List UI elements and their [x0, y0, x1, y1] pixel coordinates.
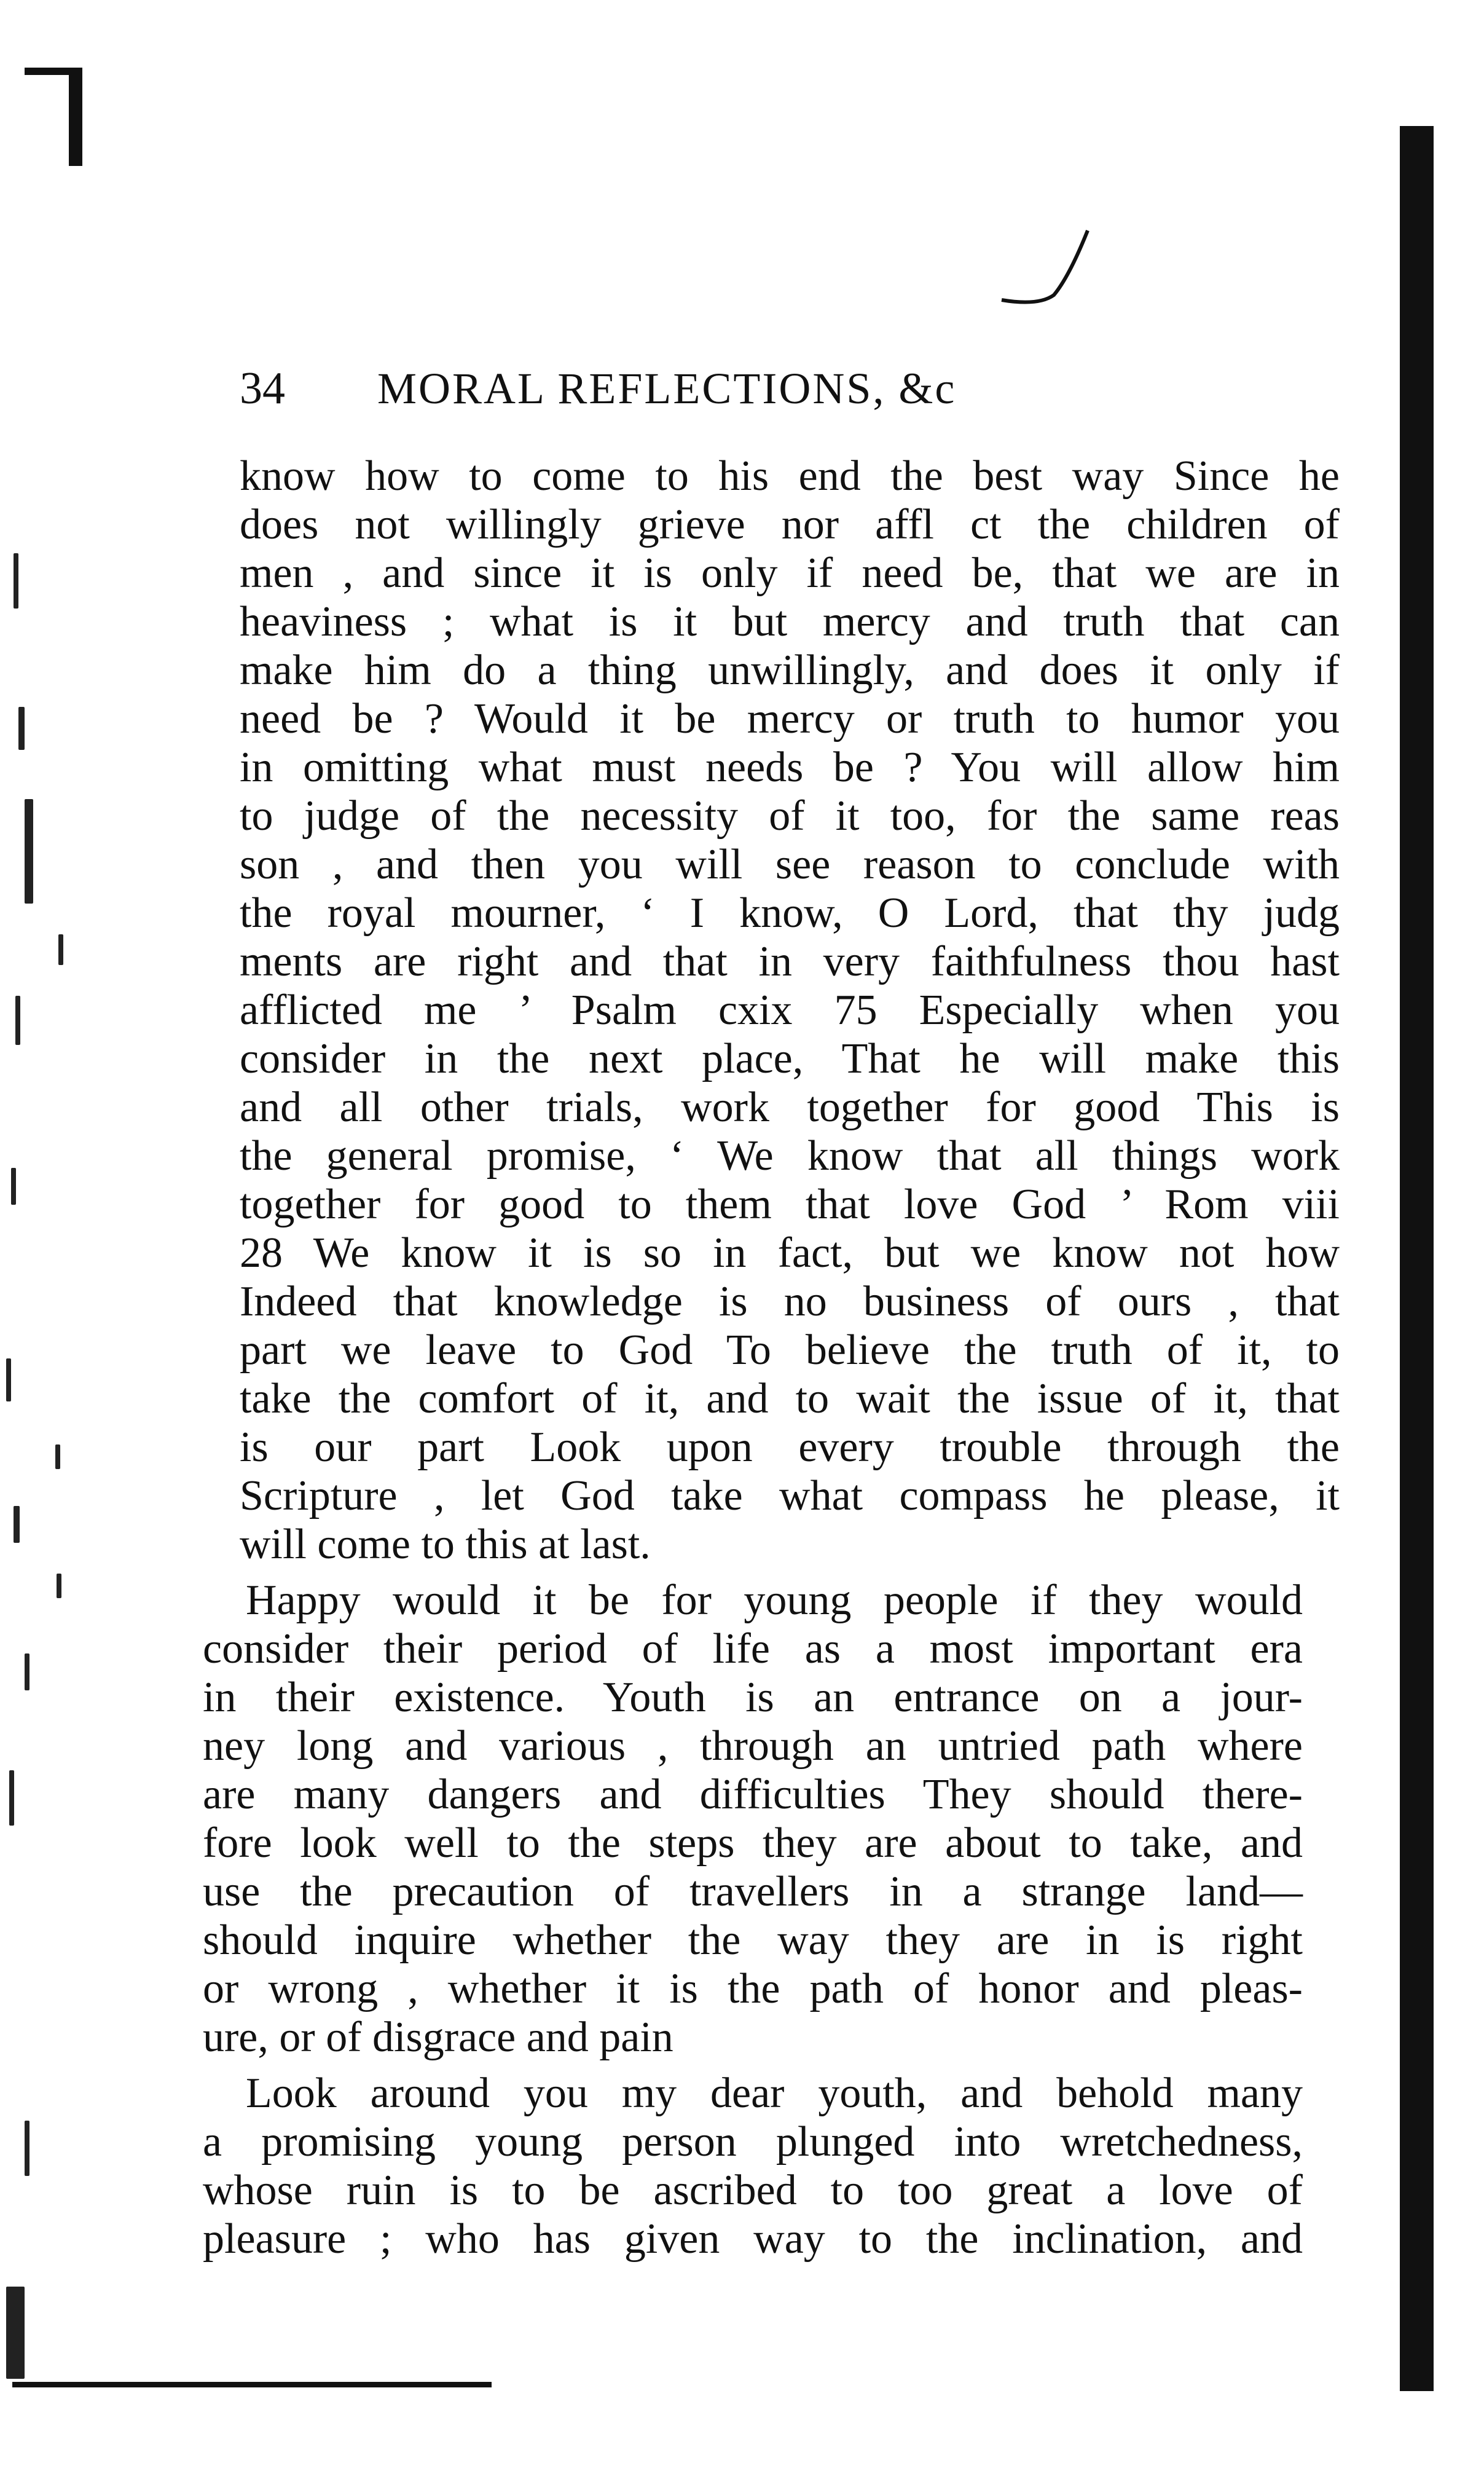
text-line: is our part Look upon every trouble through the — [240, 1424, 1340, 1471]
text-line: ments are right and that in very faithfulness thou hast — [240, 938, 1340, 985]
text-line: Indeed that knowledge is no business of ours , that — [240, 1278, 1340, 1325]
text-line: in omitting what must needs be ? You will allow him — [240, 744, 1340, 791]
bottom-left-rule — [12, 2382, 492, 2387]
text-line: or wrong , whether it is the path of honor and pleas- — [203, 1965, 1303, 2012]
text-line: the general promise, ‘ We know that all things work — [240, 1132, 1340, 1180]
text-line: use the precaution of travellers in a strange land— — [203, 1868, 1303, 1915]
text-line: to judge of the necessity of it too, for the same reas — [240, 792, 1340, 840]
text-line: a promising young person plunged into wretchedness, — [203, 2118, 1303, 2166]
text-line: in their existence. Youth is an entrance on a jour- — [203, 1674, 1303, 1721]
paragraph-3 — [203, 2069, 1303, 2263]
text-line: afflicted me ’ Psalm cxix 75 Especially when you — [240, 987, 1340, 1034]
text-line: pleasure ; who has given way to the inclination, and — [203, 2215, 1303, 2263]
text-line: know how to come to his end the best way Since he — [240, 452, 1340, 500]
text-line: fore look well to the steps they are about to take, and — [203, 1819, 1303, 1867]
text-line: make him do a thing unwillingly, and does it only if — [240, 647, 1340, 694]
text-line: part we leave to God To believe the truth of it, to — [240, 1326, 1340, 1374]
text-line: together for good to them that love God ’ Rom viii — [240, 1181, 1340, 1228]
text-line: son , and then you will see reason to conclude with — [240, 841, 1340, 888]
text-line: does not willingly grieve nor affl ct the children of — [240, 501, 1340, 548]
text-line: heaviness ; what is it but mercy and truth that can — [240, 598, 1340, 645]
text-line: Look around you my dear youth, and behold many — [246, 2070, 1303, 2117]
top-left-bracket-bar — [25, 68, 82, 75]
text-line: 28 We know it is so in fact, but we know not how — [240, 1229, 1340, 1277]
text-line: Scripture , let God take what compass he please, it — [240, 1472, 1340, 1519]
text-line: consider their period of life as a most important era — [203, 1625, 1303, 1673]
page-number: 34 — [240, 363, 285, 414]
text-line: ure, or of disgrace and pain — [203, 2014, 673, 2061]
text-line: men , and since it is only if need be, that we are in — [240, 550, 1340, 597]
text-line: are many dangers and difficulties They should there- — [203, 1771, 1303, 1818]
page-header — [240, 363, 1327, 415]
text-line: ney long and various , through an untried path where — [203, 1722, 1303, 1770]
book-page — [203, 363, 1340, 2263]
text-line: will come to this at last. — [240, 1521, 651, 1568]
text-line: and all other trials, work together for good This is — [240, 1084, 1340, 1131]
pen-check-mark — [995, 227, 1094, 307]
running-head: MORAL REFLECTIONS, &c — [377, 364, 957, 413]
text-line: take the comfort of it, and to wait the issue of it, that — [240, 1375, 1340, 1422]
text-line: need be ? Would it be mercy or truth to humor you — [240, 695, 1340, 743]
paragraph-2 — [203, 1576, 1303, 2062]
text-line: Happy would it be for young people if they would — [246, 1577, 1303, 1624]
paragraph-1 — [240, 452, 1340, 1569]
text-line: consider in the next place, That he will make this — [240, 1035, 1340, 1082]
top-left-bracket-mark — [69, 68, 82, 166]
text-line: should inquire whether the way they are in is right — [203, 1917, 1303, 1964]
text-line: the royal mourner, ‘ I know, O Lord, that thy judg — [240, 889, 1340, 937]
text-line: whose ruin is to be ascribed to too great a love of — [203, 2167, 1303, 2214]
right-edge-bar — [1400, 126, 1434, 2391]
